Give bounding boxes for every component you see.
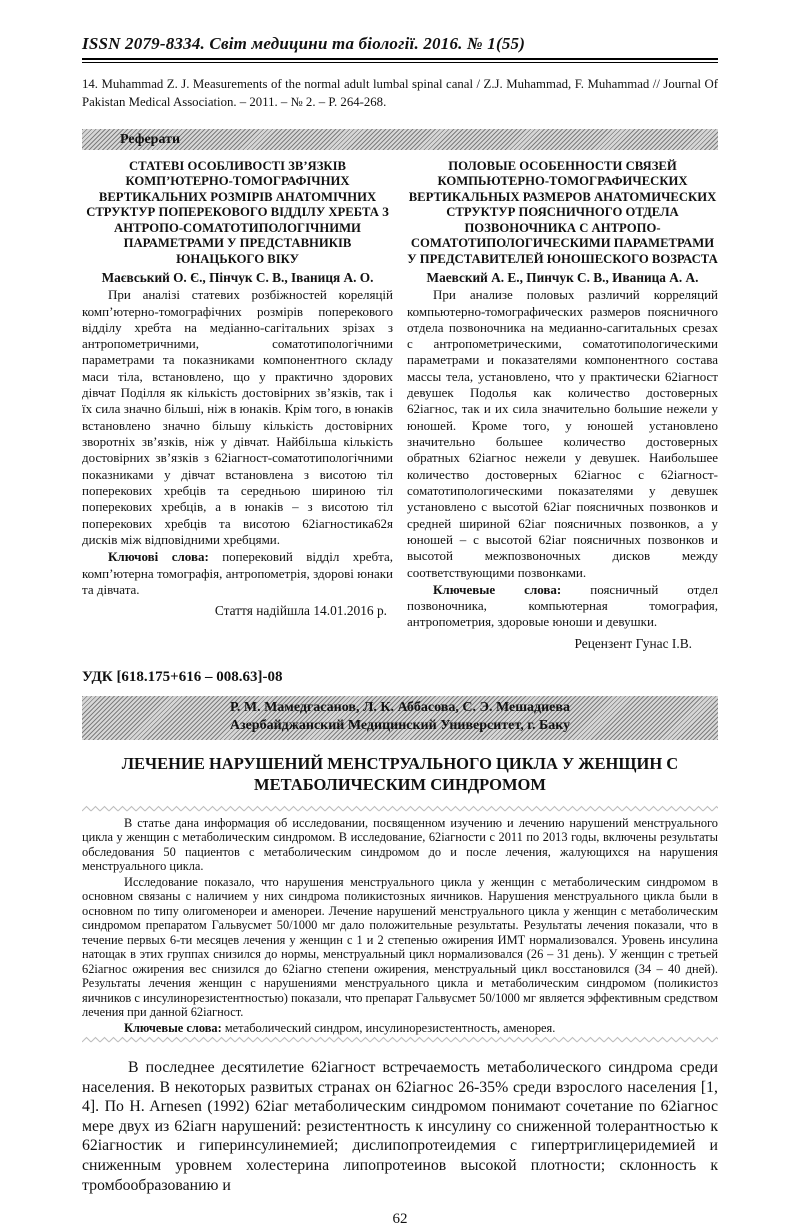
abstract-body-uk: При аналізі статевих розбіжностей кореляцій комп’ютерно-томографічних розмірів поперекового відділу хребта на медіанно-сагітальних зрізах з антропометричними, соматотипологічними параметрами та показниками компонентного складу маси тіла, встановлено, що у практично здорових дівчат Поділля як кількість достовірних зв’язків, так і їх сила значно більші, ніж в юнаків. Крім того, в юнаків встановлено значно більшу кількість достовірних зворотніх зв’язків, ніж у дівчат. Найбільша кількість достовірних зв’язків з 62iагност-соматотипологічними показниками у дівчат встановлена з висотою тіл поперекових хребців та середньою шириною тіл поперекових хребців, а в юнаків – з висотою тіл поперекових хребців та висотою 62iагностика62я дисків між відповідними хребцями. — [82, 287, 393, 547]
article-body-paragraph: В последнее десятилетие 62iагност встречаемость метаболического синдрома среди населения. В некоторых развитых странах он 62iагнос 26-35% среди взрослого населения [1, 4]. По H. Arnesen (1992) 62iаг метаболическим синдромом понимают сочетание по 62iагнос мере двух из 62iагн нарушений: резистентность к инсулину со сниженной толерантностью к 62iагностик и гиперинсулинемией; дислипопротеидемия с гипертриглицеридемией и сниженным уровнем холестерина липопротеинов высокой плотности; склонность к тромбообразованию и — [82, 1059, 718, 1194]
reference-entry-14: 14. Muhammad Z. J. Measurements of the normal adult lumbal spinal canal / Z.J. Muhammad, F. Muhammad // Journal Of Pakistan Medical Association. – 2011. – № 2. – P. 264-268. — [82, 77, 718, 109]
keywords-label-uk: Ключові слова: — [108, 549, 209, 565]
article-title: ЛЕЧЕНИЕ НАРУШЕНИЙ МЕНСТРУАЛЬНОГО ЦИКЛА У ЖЕНЩИН С МЕТАБОЛИЧЕСКИМ СИНДРОМОМ — [121, 753, 679, 795]
keywords-text-uk: поперековий відділ хребта, комп’ютерна томографія, антропометрія, здорові юнаки та дівчата. — [82, 549, 393, 597]
abstract-title-uk: СТАТЕВІ ОСОБЛИВОСТІ ЗВ’ЯЗКІВ КОМП’ЮТЕРНО-ТОМОГРАФІЧНИХ ВЕРТИКАЛЬНИХ РОЗМІРІВ АНАТОМІЧНИХ СТРУКТУР ПОПЕРЕКОВОГО ВІДДІЛУ ХРЕБТА З АНТРОПО-СОМАТОТИПОЛОГІЧНИМИ ПАРАМЕТРАМИ У ПРЕДСТАВНИКІВ ЮНАЦЬКОГО ВІКУ — [86, 158, 389, 266]
abstract-keywords-uk — [82, 549, 393, 598]
journal-running-head: ISSN 2079-8334. Світ медицини та біології. 2016. № 1(55) — [82, 34, 526, 53]
abstract-column-ukrainian — [82, 159, 393, 652]
reviewer-note: Рецензент Гунас І.В. — [574, 635, 692, 651]
article-keywords — [82, 1021, 718, 1036]
abstract-columns — [82, 159, 718, 652]
header-double-rule — [82, 58, 718, 63]
abstract-authors-ru: Маевский А. Е., Пинчук С. В., Иваница А. А. — [426, 270, 699, 286]
abstract-title-ru: ПОЛОВЫЕ ОСОБЕННОСТИ СВЯЗЕЙ КОМПЬЮТЕРНО-ТОМОГРАФИЧЕСКИХ ВЕРТИКАЛЬНЫХ РАЗМЕРОВ АНАТОМИЧЕСКИХ СТРУКТУР ПОЯСНИЧНОГО ОТДЕЛА ПОЗВОНОЧНИКА С АНТРОПО-СОМАТОТИПОЛОГИЧЕСКИМИ ПАРАМЕТРАМИ У ПРЕДСТАВИТЕЛЕЙ ЮНОШЕСКОГО ВОЗРАСТА — [407, 158, 718, 266]
article-keywords-text: метаболический синдром, инсулинорезистентность, аменорея. — [221, 1020, 556, 1035]
article-abstract — [82, 816, 718, 1036]
referaty-band-label: Реферати — [120, 131, 181, 147]
referaty-section-band — [82, 129, 718, 150]
keywords-text-ru: поясничный отдел позвоночника, компьютерная томография, антропометрия, здоровые юноши и девушки. — [407, 581, 718, 630]
article-authors: Р. М. Мамедгасанов, Л. К. Аббасова, С. Э. Мешадиева — [230, 699, 570, 715]
abstract-authors-uk: Маєвський О. Є., Пінчук С. В., Іваниця А. О. — [101, 270, 374, 286]
received-date-note: Стаття надійшла 14.01.2016 р. — [214, 603, 387, 619]
udc-code: УДК [618.175+616 – 008.63]-08 — [82, 668, 283, 685]
abstract-paragraph-1: В статье дана информация об исследовании, посвященном изучению и лечению нарушений менструального цикла у женщин с метаболическим синдромом. В исследование, 62iагности с 2011 по 2013 годы, включены результаты обследования 50 пациентов с метаболическим синдромом до и после лечения, жалующихся на нарушения менструального цикла. — [82, 815, 718, 874]
keywords-label-ru: Ключевые слова: — [433, 581, 562, 597]
zigzag-divider-top — [82, 805, 718, 813]
page-number: 62 — [392, 1211, 408, 1228]
article-authors-band — [82, 696, 718, 740]
abstract-body-ru: При анализе половых различий корреляций компьютерно-томографических размеров поясничного отдела позвоночника на медианно-сагитальных срезах с антропометрическими, соматотипологическими параметрами и показателями компонентного состава массы тела, установлено, что у практически 62iагност девушек Подолья как количество достоверных 62iагнос, так и их сила значительно большие нежели у юношей. Кроме того, у юношей установлено значительно большее количество достоверных обратных 62iагнос нежели у девушек. Наибольшее количество достоверных 62iагнос с 62iагност-соматотипологическими показателями у девушек установлено с высотой 62iаг поясничных позвонков и средней шириной 62iаг поясничных позвонков, а у юношей – с высотой 62iаг поясничных позвонков и высотой межпозвоночных дисков между соответствующими позвонками. — [407, 287, 718, 580]
article-keywords-label: Ключевые слова: — [124, 1020, 222, 1035]
abstract-keywords-ru — [407, 582, 718, 631]
abstract-column-russian — [407, 159, 718, 652]
zigzag-divider-bottom — [82, 1036, 718, 1044]
article-affiliation: Азербайджанский Медицинский Университет, г. Баку — [229, 718, 571, 734]
abstract-paragraph-2: Исследование показало, что нарушения менструального цикла у женщин с метаболическим синдромом в основном связаны с наличием у них синдрома поликистозных яичников. Нарушения менструального цикла были в основном по типу олигоменореи и аменореи. Лечение нарушений менструального цикла у женщин с метаболическим синдромом препаратом Гальвусмет 50/1000 мг дало положительные результаты. Результаты лечения показали, что в течение первых 6-ти месяцев лечения у женщин с 1 и 2 степенью ожирения ИМТ нормализовался. Уровень инсулина натощак в этих группах снизился до нормы, менструальный цикл нормализовался (26 – 31 день). У женщин с третьей 62iагнос ожирения вес снизился до 62iагно степени ожирения, менструальный цикл восстановился (34 – 40 дней). Результаты лечения женщин с нарушениями менструального цикла и метаболическим синдромом (поликистоз яичников с инсулинорезистентностью) показали, что препарат Гальвусмет 50/1000 мг является эффективным средством лечения при данной 62iагност. — [82, 874, 718, 1020]
